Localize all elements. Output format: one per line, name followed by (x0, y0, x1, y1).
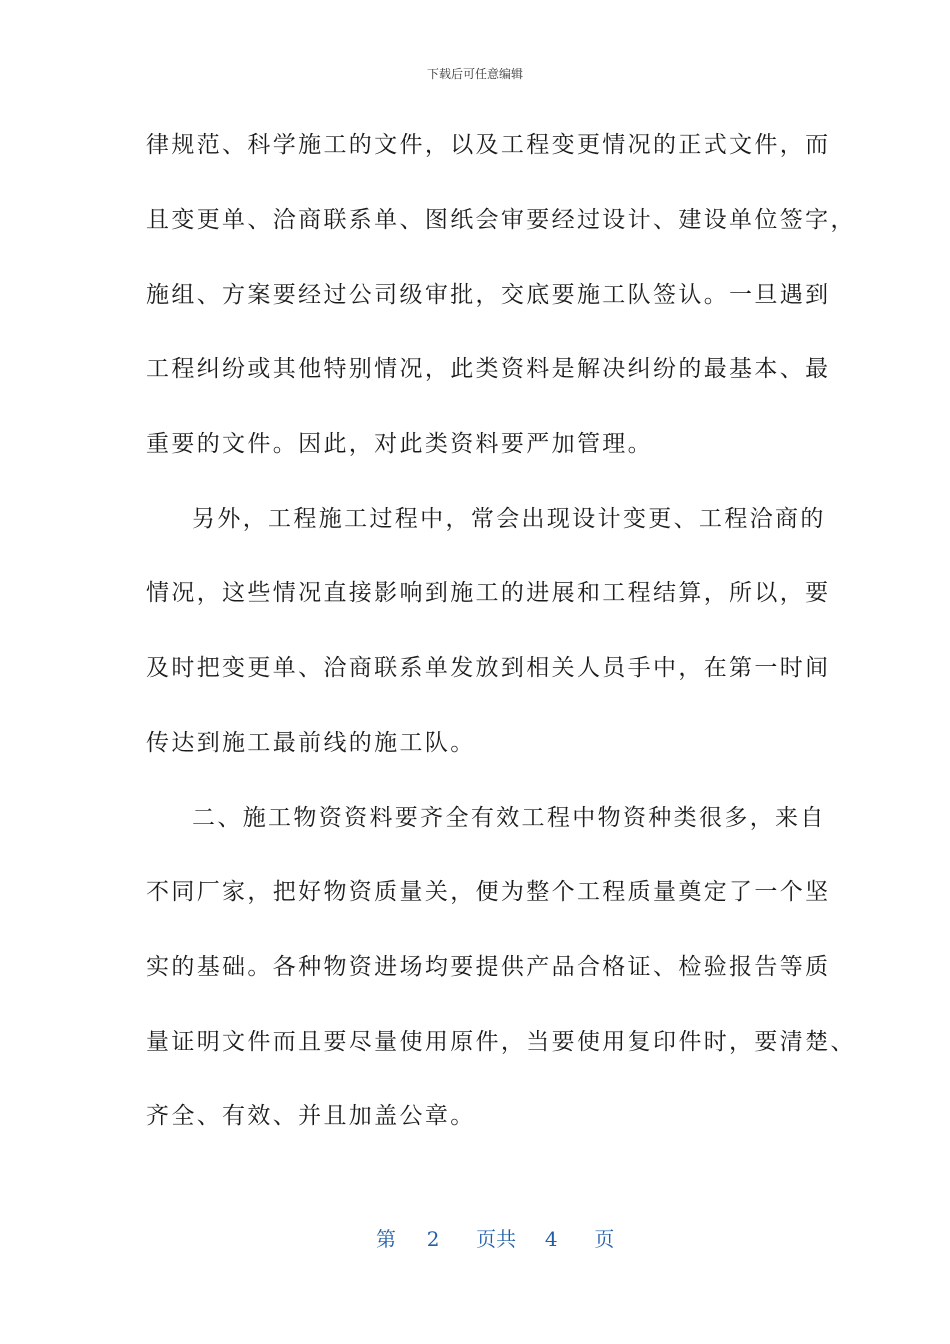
footer-prefix: 第 (376, 1227, 396, 1251)
paragraph-first-line: 另外，工程施工过程中，常会出现设计变更、工程洽商的 (192, 506, 826, 532)
body-line: 传达到施工最前线的施工队。 (146, 730, 476, 756)
body-line: 及时把变更单、洽商联系单发放到相关人员手中，在第一时间 (146, 655, 831, 681)
current-page-number: 2 (426, 1227, 440, 1251)
body-line: 量证明文件而且要尽量使用原件，当要使用复印件时，要清楚、 (146, 1029, 856, 1055)
footer-middle: 页共 (476, 1227, 517, 1251)
body-line: 工程纠纷或其他特别情况，此类资料是解决纠纷的最基本、最 (146, 356, 831, 382)
body-line: 实的基础。各种物资进场均要提供产品合格证、检验报告等质 (146, 954, 831, 980)
body-line: 情况，这些情况直接影响到施工的进展和工程结算，所以，要 (146, 580, 831, 606)
footer-suffix: 页 (594, 1227, 615, 1251)
paragraph-first-line: 二、施工物资资料要齐全有效工程中物资种类很多，来自 (192, 805, 826, 831)
page-number-footer (376, 1226, 614, 1252)
body-line: 且变更单、洽商联系单、图纸会审要经过设计、建设单位签字， (146, 207, 856, 233)
body-line: 律规范、科学施工的文件，以及工程变更情况的正式文件，而 (146, 132, 831, 158)
total-page-count: 4 (544, 1227, 558, 1251)
body-line: 齐全、有效、并且加盖公章。 (146, 1103, 476, 1129)
body-line: 不同厂家，把好物资质量关，便为整个工程质量奠定了一个坚 (146, 879, 831, 905)
page-header: 下载后可任意编辑 (426, 67, 523, 81)
body-line: 重要的文件。因此，对此类资料要严加管理。 (146, 431, 653, 457)
body-line: 施组、方案要经过公司级审批，交底要施工队签认。一旦遇到 (146, 282, 831, 308)
